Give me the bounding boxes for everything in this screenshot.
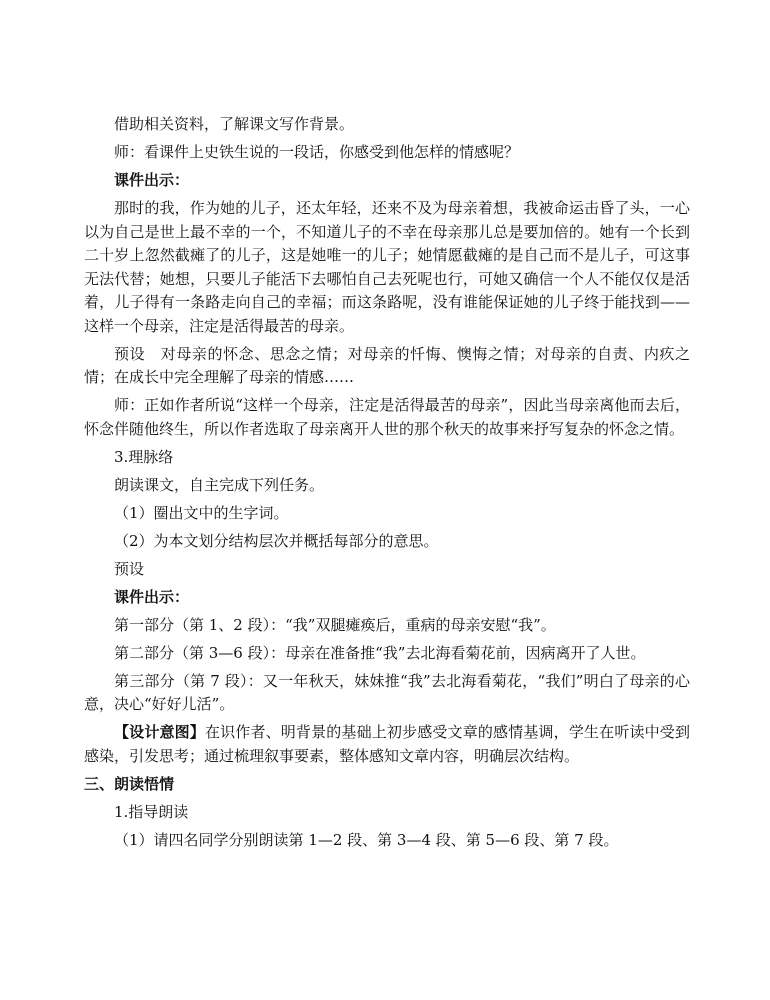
reading-assignment: （1）请四名同学分别朗读第 1—2 段、第 3—4 段、第 5—6 段、第 7 段。: [114, 830, 619, 849]
structure-part-1: 第一部分（第 1、2 段）：“我”双腿瘫痪后，重病的母亲安慰“我”。: [114, 615, 556, 634]
design-intent-paragraph: [84, 721, 690, 768]
document-body: [84, 113, 690, 857]
paragraph-background: 借助相关资料，了解课文写作背景。: [114, 115, 355, 133]
task-item-1: （1）圈出文中的生字词。: [114, 503, 289, 522]
preset-label: 预设: [114, 559, 145, 578]
section-heading-reading: 三、朗读悟情: [84, 774, 175, 793]
paragraph-read-task: 朗读课文，自主完成下列任务。: [114, 475, 325, 494]
section-heading-structure: 3.理脉络: [114, 447, 174, 466]
courseware-heading: 课件出示：: [114, 171, 190, 189]
task-item-2: （2）为本文划分结构层次并概括每部分的意思。: [114, 531, 439, 550]
design-intent-text: 在识作者、明背景的基础上初步感受文章的感情基调，学生在听读中受到感染，引发思考；通过梳理叙事要素，整体感知文章内容，明确层次结构。: [84, 723, 690, 765]
paragraph-teacher-question: 师：看课件上史铁生说的一段话，你感受到他怎样的情感呢？: [114, 143, 520, 161]
structure-part-3: 第三部分（第 7 段）：又一年秋天，妹妹推“我”去北海看菊花，“我们”明白了母亲的心意，决心“好好儿活”。: [84, 671, 690, 713]
paragraph-quote: 那时的我，作为她的儿子，还太年轻，还来不及为母亲着想，我被命运击昏了头，一心以为自己是世上最不幸的一个，不知道儿子的不幸在母亲那儿总是要加倍的。她有一个长到二十岁上忽然截瘫了的儿子，这是她唯一的儿子；她情愿截瘫的是自己而不是儿子，可这事无法代替；她想，只要儿子能活下去哪怕自己去死呢也行，可她又确信一个人不能仅仅是活着，儿子得有一条路走向自己的幸福；而这条路呢，没有谁能保证她的儿子终于能找到——这样一个母亲，注定是活得最苦的母亲。: [84, 199, 690, 335]
subsection-heading-guided-reading: 1.指导朗读: [114, 802, 189, 821]
paragraph-preset-emotions: 预设 对母亲的怀念、思念之情；对母亲的忏悔、懊悔之情；对母亲的自责、内疚之情；在成长中完全理解了母亲的情感……: [84, 344, 690, 386]
courseware-heading-2: 课件出示：: [114, 587, 190, 606]
design-intent-label: 【设计意图】: [114, 723, 205, 741]
structure-part-2: 第二部分（第 3—6 段）：母亲在准备推“我”去北海看菊花前，因病离开了人世。: [114, 643, 646, 662]
paragraph-teacher-summary: 师：正如作者所说“这样一个母亲，注定是活得最苦的母亲”，因此当母亲离他而去后，怀念伴随他终生，所以作者选取了母亲离开人世的那个秋天的故事来抒写复杂的怀念之情。: [84, 396, 690, 438]
